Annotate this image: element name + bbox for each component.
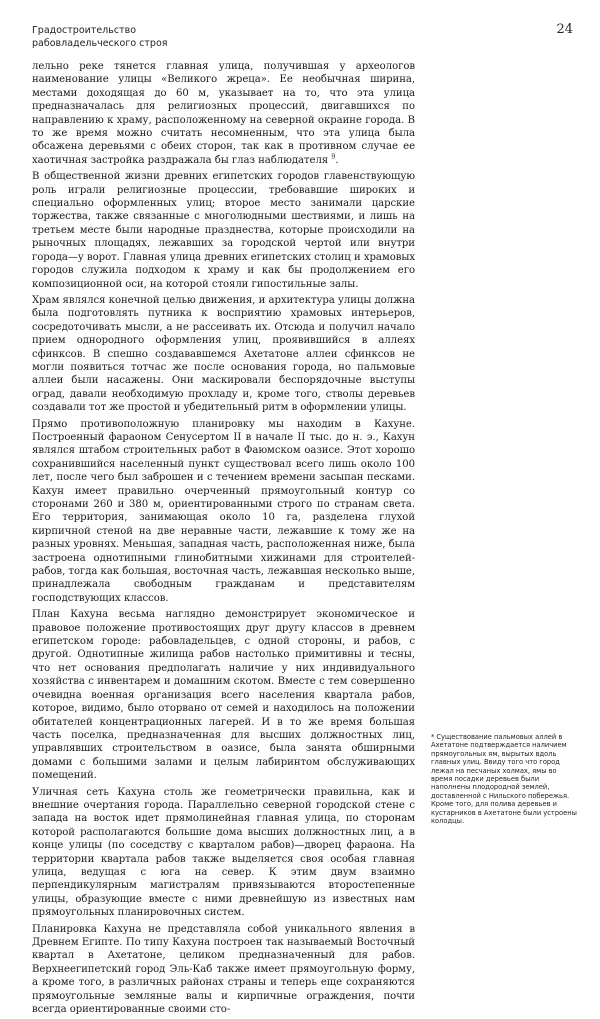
margin-note-marker: *	[431, 733, 435, 741]
footnote-reference: 9	[331, 152, 336, 161]
margin-note	[431, 733, 579, 825]
paragraph-1	[32, 60, 415, 167]
main-text-column	[32, 60, 415, 1019]
paragraph-1-end: .	[335, 154, 339, 166]
paragraph-4: Прямо противоположную планировку мы находим в Кахуне. Построенный фараоном Сенусертом II в начале II тыс. до н. э., Кахун являлся штабом строительных работ в Фаюмском оазисе. Этот хорошо сохранившийся населенный пункт существовал всего лишь около 100 лет, после чего был заброшен и с течением времени засыпан песками. Кахун имеет правильно очерченный прямоугольный контур со сторонами 260 и 380 м, ориентированными строго по странам света. Его территория, занимающая около 10 га, разделена глухой кирпичной стеной на две неравные части, лежавшие к тому же на разных уровнях. Меньшая, западная часть, расположенная ниже, была застроена однотипными глинобитными хижинами для строителей-рабов, тогда как большая, восточная часть, лежавшая несколько выше, принадлежала свободным гражданам и представителям господствующих классов.	[32, 418, 415, 604]
running-head-line-1: Градостроительство	[32, 25, 137, 36]
paragraph-2: В общественной жизни древних египетских городов главенствующую роль играли религиозные процессии, требовавшие широких и специально оформленных улиц; второе место занимали царские торжества, также связанные с многолюдными шествиями, и лишь на третьем месте были народные празднества, которые происходили на рыночных площадях, лежавших за городской чертой или внутри города—у ворот. Главная улица древних египетских столиц и храмовых городов служила подходом к храму и как бы продолжением его композиционной оси, на которой стояли гипостильные залы.	[32, 171, 415, 290]
running-head-line-2: рабовладельческого строя	[32, 38, 168, 49]
paragraph-5: План Кахуна весьма наглядно демонстрирует экономическое и правовое положение противостоящих друг другу классов в древнем египетском городе: рабовладельцев, с одной стороны, и рабов, с другой. Однотипные жилища рабов настолько примитивны и тесны, что нет основания предполагать наличие у них индивидуального хозяйства с инвентарем и домашним скотом. Вместе с тем совершенно очевидна военная организация всего населения квартала рабов, которое, видимо, было оторвано от семей и находилось на положении обитателей концентрационных лагерей. И в то же время большая часть поселка, предназначенная для высших должностных лиц, управлявших строительством в оазисе, была занята обширными домами с большими залами и целым лабиринтом обслуживающих помещений.	[32, 609, 415, 782]
paragraph-1-text: лельно реке тянется главная улица, получившая у археологов наименование улицы «Великого жреца». Ее необычная ширина, местами доходящая до 60 м, указывает на то, что эта улица предназначалась для религиозных процессий, двигавшихся по направлению к храму, расположенному на северной окраине города. В то же время можно считать несомненным, что эта улица была обсажена деревьями с обеих сторон, так как в противном случае ее хаотичная застройка раздражала бы глаз наблюдателя	[32, 61, 415, 166]
running-head	[32, 24, 167, 50]
paragraph-3: Храм являлся конечной целью движения, и архитектура улицы должна была подготовлять путника к восприятию храмовых интерьеров, сосредоточивать мысли, а не рассеивать их. Отсюда и получил начало прием однородного оформления улиц, проявившийся в аллеях сфинксов. В спешно создававшемся Ахетатоне аллеи сфинксов не могли появиться тотчас же после основания города, но пальмовые аллеи были насажены. Они маскировали беспорядочные выступы оград, давали необходимую прохладу и, кроме того, стволы деревьев создавали тот же простой и убедительный ритм в оформлении улицы.	[32, 294, 415, 414]
margin-note-text: Существование пальмовых аллей в Ахетатоне подтверждается наличием прямоугольных ям, вырытых вдоль главных улиц. Ввиду того что город лежал на песчаных холмах, ямы во время посадки деревьев были наполнены плодородной землей, доставленной с Нильского побережья. Кроме того, для полива деревьев и кустарников в Ахетатоне были устроены колодцы.	[431, 733, 577, 826]
page-number: 24	[556, 22, 573, 37]
paragraph-6: Уличная сеть Кахуна столь же геометрически правильна, как и внешние очертания города. Параллельно северной городской стене с запада на восток идет прямолинейная главная улица, по сторонам которой располагаются большие дома высших должностных лиц, а в конце улицы (по соседству с кварталом рабов)—дворец фараона. На территории квартала рабов также выделяется своя особая главная улица, ведущая с юга на север. К этим двум взаимно перпендикулярным магистралям привязываются второстепенные улицы, образующие вместе с ними древнейшую из известных нам прямоугольных планировочных систем.	[32, 786, 415, 919]
paragraph-7: Планировка Кахуна не представляла собой уникального явления в Древнем Египте. По типу Кахуна построен так называемый Восточный квартал в Ахетатоне, целиком предназначенный для рабов. Верхнеегипетский город Эль-Каб также имеет прямоугольную форму, а кроме того, в различных районах страны и теперь еще сохраняются прямоугольные земляные валы и кирпичные ограждения, почти всегда ориентированные своими сто-	[32, 923, 415, 1016]
